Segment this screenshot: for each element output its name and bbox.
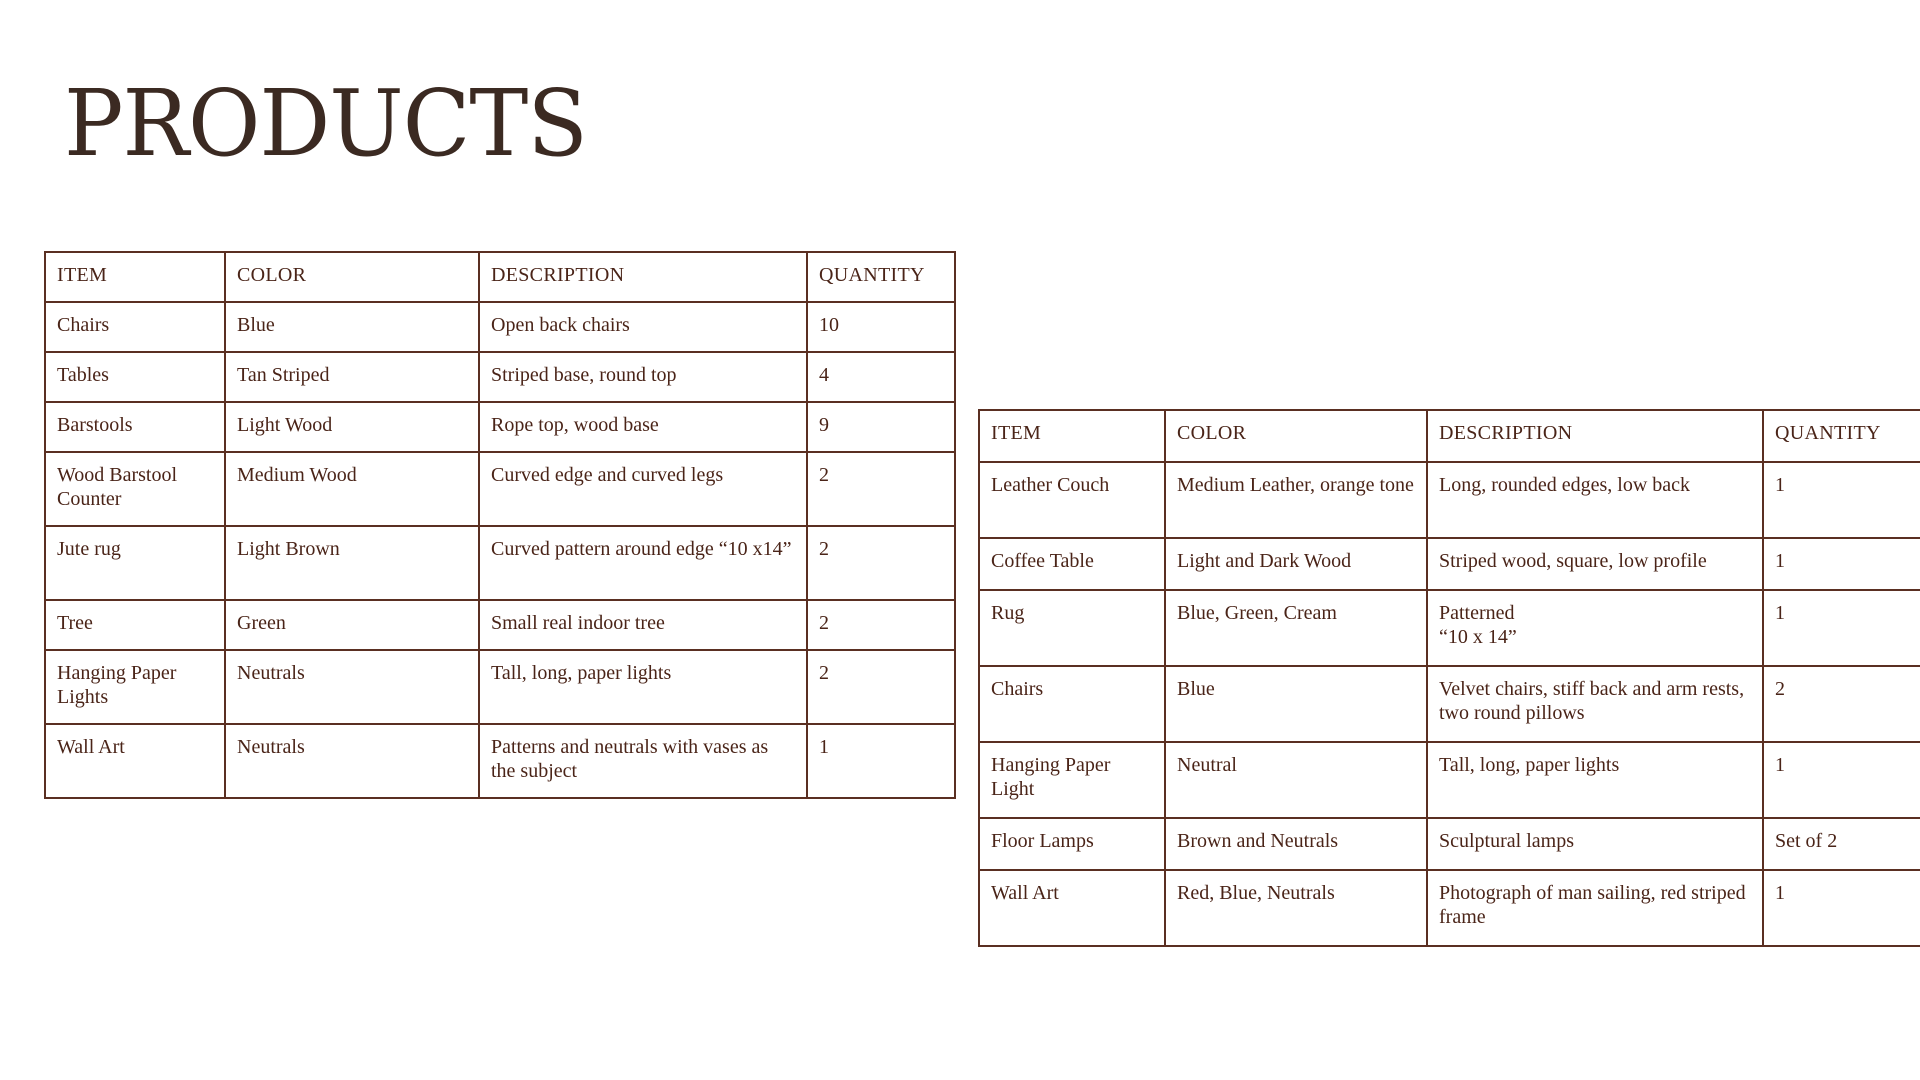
cell-color: Medium Leather, orange tone xyxy=(1165,462,1427,538)
cell-color: Light and Dark Wood xyxy=(1165,538,1427,590)
column-header-item: ITEM xyxy=(45,252,225,302)
table-row xyxy=(45,452,955,526)
cell-color: Medium Wood xyxy=(225,452,479,526)
cell-item: Chairs xyxy=(979,666,1165,742)
cell-item: Chairs xyxy=(45,302,225,352)
cell-description: Long, rounded edges, low back xyxy=(1427,462,1763,538)
cell-item: Jute rug xyxy=(45,526,225,600)
cell-description: Sculptural lamps xyxy=(1427,818,1763,870)
table-header-row xyxy=(45,252,955,302)
cell-quantity: 4 xyxy=(807,352,955,402)
cell-color: Neutrals xyxy=(225,724,479,798)
table-row xyxy=(979,538,1920,590)
table-row xyxy=(979,590,1920,666)
cell-quantity: 2 xyxy=(807,600,955,650)
cell-quantity: Set of 2 xyxy=(1763,818,1920,870)
cell-description: Patterned “10 x 14” xyxy=(1427,590,1763,666)
cell-item: Tables xyxy=(45,352,225,402)
cell-description: Rope top, wood base xyxy=(479,402,807,452)
cell-item: Wall Art xyxy=(979,870,1165,946)
cell-description: Patterns and neutrals with vases as the subject xyxy=(479,724,807,798)
cell-description: Curved pattern around edge “10 x14” xyxy=(479,526,807,600)
cell-description: Tall, long, paper lights xyxy=(479,650,807,724)
cell-item: Hanging Paper Light xyxy=(979,742,1165,818)
column-header-color: COLOR xyxy=(225,252,479,302)
table-row xyxy=(979,818,1920,870)
cell-quantity: 1 xyxy=(1763,742,1920,818)
cell-quantity: 2 xyxy=(807,650,955,724)
cell-color: Neutrals xyxy=(225,650,479,724)
cell-color: Blue, Green, Cream xyxy=(1165,590,1427,666)
cell-item: Rug xyxy=(979,590,1165,666)
cell-quantity: 1 xyxy=(1763,870,1920,946)
cell-quantity: 2 xyxy=(807,452,955,526)
table-row xyxy=(45,600,955,650)
cell-color: Red, Blue, Neutrals xyxy=(1165,870,1427,946)
table-row xyxy=(45,724,955,798)
page-title: PRODUCTS xyxy=(64,70,587,177)
table-row xyxy=(979,666,1920,742)
cell-item: Wood Barstool Counter xyxy=(45,452,225,526)
table-header-row xyxy=(979,410,1920,462)
column-header-quantity: QUANTITY xyxy=(807,252,955,302)
cell-quantity: 1 xyxy=(807,724,955,798)
cell-color: Blue xyxy=(1165,666,1427,742)
products-table-right xyxy=(978,409,1920,947)
table-row xyxy=(979,462,1920,538)
cell-quantity: 2 xyxy=(1763,666,1920,742)
table-row xyxy=(45,302,955,352)
cell-quantity: 1 xyxy=(1763,538,1920,590)
cell-item: Wall Art xyxy=(45,724,225,798)
cell-color: Neutral xyxy=(1165,742,1427,818)
cell-item: Hanging Paper Lights xyxy=(45,650,225,724)
cell-description: Striped base, round top xyxy=(479,352,807,402)
column-header-description: DESCRIPTION xyxy=(479,252,807,302)
cell-quantity: 10 xyxy=(807,302,955,352)
cell-description: Curved edge and curved legs xyxy=(479,452,807,526)
cell-description: Photograph of man sailing, red striped frame xyxy=(1427,870,1763,946)
cell-description: Striped wood, square, low profile xyxy=(1427,538,1763,590)
cell-color: Light Brown xyxy=(225,526,479,600)
table-row xyxy=(45,402,955,452)
table-row xyxy=(45,352,955,402)
column-header-quantity: QUANTITY xyxy=(1763,410,1920,462)
table-row xyxy=(45,526,955,600)
cell-item: Coffee Table xyxy=(979,538,1165,590)
cell-item: Tree xyxy=(45,600,225,650)
table-row xyxy=(979,870,1920,946)
cell-quantity: 2 xyxy=(807,526,955,600)
products-table-left xyxy=(44,251,956,799)
cell-description: Tall, long, paper lights xyxy=(1427,742,1763,818)
column-header-item: ITEM xyxy=(979,410,1165,462)
cell-quantity: 9 xyxy=(807,402,955,452)
cell-color: Tan Striped xyxy=(225,352,479,402)
cell-description: Small real indoor tree xyxy=(479,600,807,650)
cell-color: Brown and Neutrals xyxy=(1165,818,1427,870)
table-row xyxy=(45,650,955,724)
cell-description: Velvet chairs, stiff back and arm rests, two round pillows xyxy=(1427,666,1763,742)
table-row xyxy=(979,742,1920,818)
cell-color: Green xyxy=(225,600,479,650)
cell-color: Light Wood xyxy=(225,402,479,452)
cell-color: Blue xyxy=(225,302,479,352)
cell-quantity: 1 xyxy=(1763,590,1920,666)
cell-quantity: 1 xyxy=(1763,462,1920,538)
cell-item: Barstools xyxy=(45,402,225,452)
cell-item: Floor Lamps xyxy=(979,818,1165,870)
column-header-color: COLOR xyxy=(1165,410,1427,462)
cell-item: Leather Couch xyxy=(979,462,1165,538)
cell-description: Open back chairs xyxy=(479,302,807,352)
column-header-description: DESCRIPTION xyxy=(1427,410,1763,462)
